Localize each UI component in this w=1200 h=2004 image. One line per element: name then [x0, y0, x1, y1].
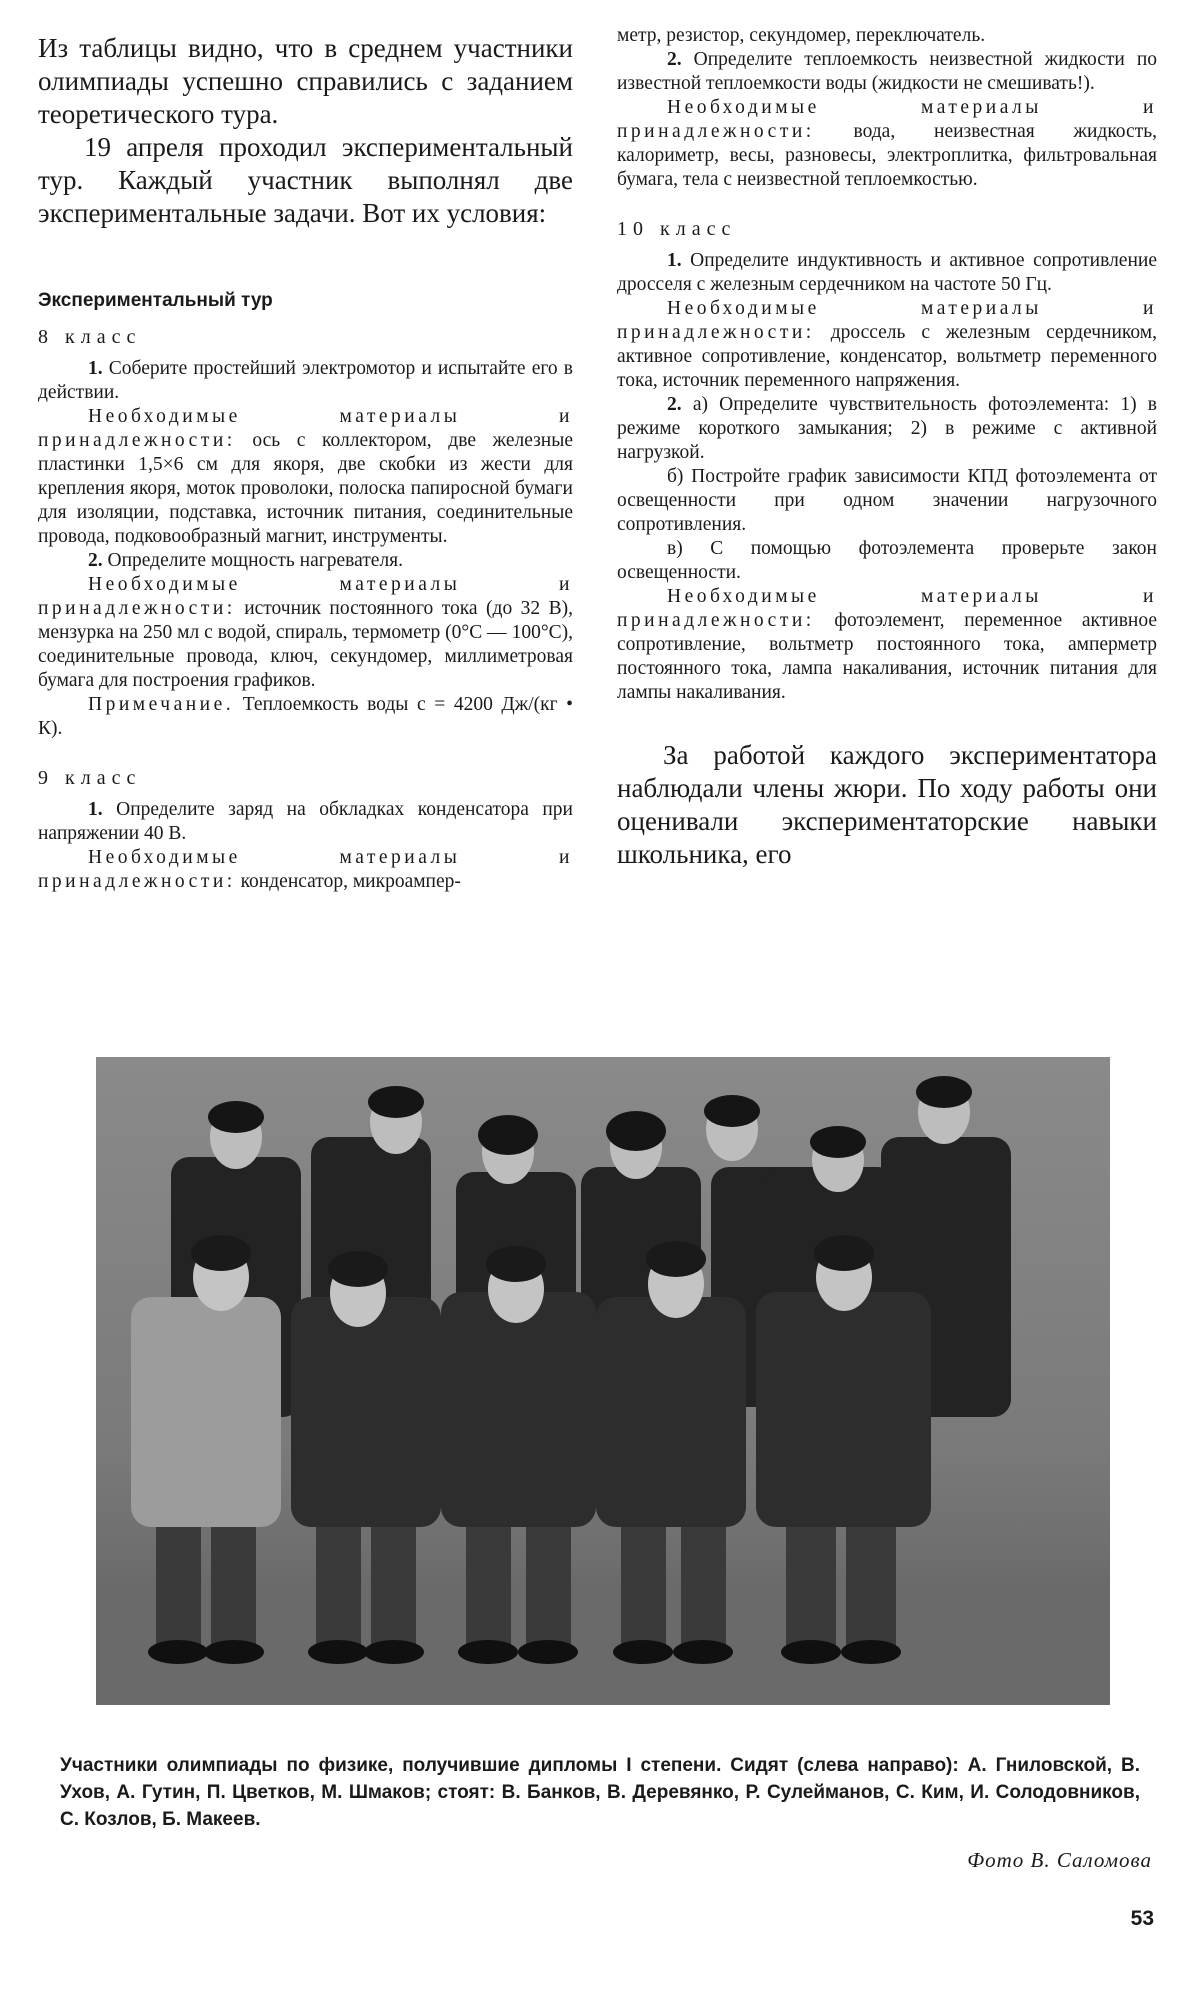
grade-10-heading: 10 класс [617, 218, 737, 240]
grade-9-task-1: 1. Определите заряд на обкладках конденсатора при напряжении 40 В. [38, 799, 573, 844]
photo-caption: Участники олимпиады по физике, получившие дипломы I степени. Сидят (слева направо): А. Гниловской, В. Ухов, А. Гутин, П. Цветков, М. Шмаков; стоят: В. Банков, В. Деревянко, Р. Сулейманов, С. Ким, И. Солодовников, С. Козлов, Б. Макеев. [60, 1755, 1140, 1830]
grade-8-materials-2: Необходимые материалы и принадлежности: источник постоянного тока (до 32 В), мензурка на 250 мл с водой, спираль, термометр (0°С — 100°С), соединительные провода, ключ, секундомер, миллиметровая бумага для построения графиков. [38, 574, 574, 691]
group-photo-illustration [96, 1057, 1110, 1705]
intro-paragraph: Из таблицы видно, что в среднем участники олимпиады успешно справились с заданием теоретического тура. [38, 33, 573, 129]
grade-10-task-1: 1. Определите индуктивность и активное сопротивление дросселя с железным сердечником на частоте 50 Гц. [617, 250, 1157, 295]
left-column [38, 32, 573, 894]
grade-10-task-2c: в) С помощью фотоэлемента проверьте закон освещенности. [617, 538, 1157, 583]
grade-8-materials-1: Необходимые материалы и принадлежности: ось с коллектором, две железные пластинки 1,5×6 см для якоря, две скобки из жести для крепления якоря, моток проволоки, полоска папиросной бумаги для изоляции, подставка, источник питания, соединительные провода, подковообразный магнит, инструменты. [38, 406, 573, 547]
page-number: 53 [1130, 1907, 1154, 1930]
intro-paragraph-2: 19 апреля проходил экспериментальный тур. Каждый участник выполнял две экспериментальные задачи. Вот их условия: [38, 132, 573, 228]
grade-9-heading: 9 класс [38, 767, 142, 789]
grade-10-materials-2: Необходимые материалы и принадлежности: фотоэлемент, переменное активное сопротивление, вольтметр постоянного тока, амперметр постоянного тока, лампа накаливания, источник питания для лампы накаливания. [617, 586, 1158, 703]
section-title: Экспериментальный тур [38, 290, 273, 311]
grade-10-task-2b: б) Постройте график зависимости КПД фотоэлемента от освещенности при одном значении нагрузочного сопротивления. [617, 466, 1157, 535]
grade-9-task-2: 2. Определите теплоемкость неизвестной жидкости по известной теплоемкости воды (жидкости не смешивать!). [617, 49, 1157, 94]
right-column [617, 24, 1157, 871]
photo-credit: Фото В. Саломова [967, 1848, 1152, 1872]
grade-8-task-1: 1. Соберите простейший электромотор и испытайте его в действии. [38, 358, 573, 403]
grade-10-materials-1: Необходимые материалы и принадлежности: дроссель с железным сердечником, активное сопротивление, конденсатор, вольтметр переменного тока, источник переменного напряжения. [617, 298, 1157, 391]
grade-9-materials-1: Необходимые материалы и принадлежности: конденсатор, микроампер- [38, 847, 573, 892]
grade-8-note: Примечание. Теплоемкость воды c = 4200 Дж/(кг • К). [38, 694, 574, 739]
grade-8-task-2: 2. Определите мощность нагревателя. [88, 550, 404, 571]
grade-8-heading: 8 класс [38, 326, 142, 348]
group-photo [96, 1057, 1110, 1705]
grade-10-task-2a: 2. а) Определите чувствительность фотоэлемента: 1) в режиме короткого замыкания; 2) в режиме с активной нагрузкой. [617, 394, 1157, 463]
closing-paragraph: За работой каждого экспериментатора наблюдали члены жюри. По ходу работы они оценивали экспериментаторские навыки школьника, его [617, 740, 1157, 869]
grade-9-materials-1-continued: метр, резистор, секундомер, переключатель. [617, 25, 986, 46]
grade-9-materials-2: Необходимые материалы и принадлежности: вода, неизвестная жидкость, калориметр, весы, разновесы, электроплитка, фильтровальная бумага, тела с неизвестной теплоемкостью. [617, 97, 1157, 190]
